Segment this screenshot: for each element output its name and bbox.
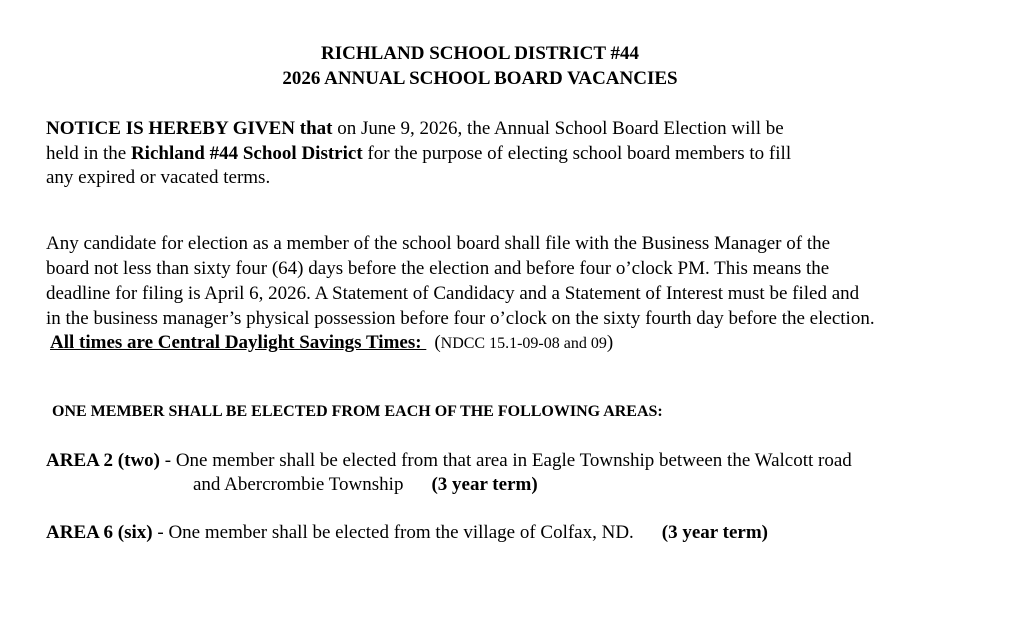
area-6-line [46,521,768,545]
vacancies-title: 2026 ANNUAL SCHOOL BOARD VACANCIES [282,68,678,89]
area-6-label: AREA 6 (six) [46,522,153,543]
filing-line-1: Any candidate for election as a member of the school board shall file with the Business Manager of the [46,233,831,254]
filing-line-4: in the business manager’s physical possession before four o’clock on the sixty fourth day before the election. [46,308,875,329]
district-name: Richland #44 School District [130,143,363,164]
notice-line-2-pre: held in the [46,143,131,164]
times-line [50,331,613,356]
area-6-term: (3 year term) [661,522,768,543]
area-2-line-2 [193,473,538,497]
notice-line-2 [46,142,791,166]
areas-heading: ONE MEMBER SHALL BE ELECTED FROM EACH OF THE FOLLOWING AREAS: [52,403,663,420]
citation: NDCC 15.1-09-08 and 09 [440,335,607,352]
area-2-term: (3 year term) [431,474,538,495]
filing-line-2: board not less than sixty four (64) days before the election and before four o’clock PM. This means the [46,258,830,279]
area-2-label: AREA 2 (two) [46,450,160,471]
citation-close: ) [606,332,614,353]
area-2-text: - One member shall be elected from that area in Eagle Township between the Walcott road [160,450,852,471]
notice-line-1-text: on June 9, 2026, the Annual School Board Election will be [332,118,784,139]
area-6-text: - One member shall be elected from the village of Colfax, ND. [152,522,634,543]
area-2-line-1 [46,449,852,473]
notice-line-2-text: for the purpose of electing school board members to fill [362,143,792,164]
notice-lead: NOTICE IS HEREBY GIVEN that [46,118,333,139]
filing-line-3: deadline for filing is April 6, 2026. A Statement of Candidacy and a Statement of Interest must be filed and [46,283,860,304]
times-note: All times are Central Daylight Savings Times: [50,332,427,353]
area-2-continuation: and Abercrombie Township [193,474,404,495]
district-title: RICHLAND SCHOOL DISTRICT #44 [321,43,639,64]
citation-open: ( [434,332,441,353]
notice-line-1 [46,117,784,141]
notice-line-3: any expired or vacated terms. [46,167,271,188]
